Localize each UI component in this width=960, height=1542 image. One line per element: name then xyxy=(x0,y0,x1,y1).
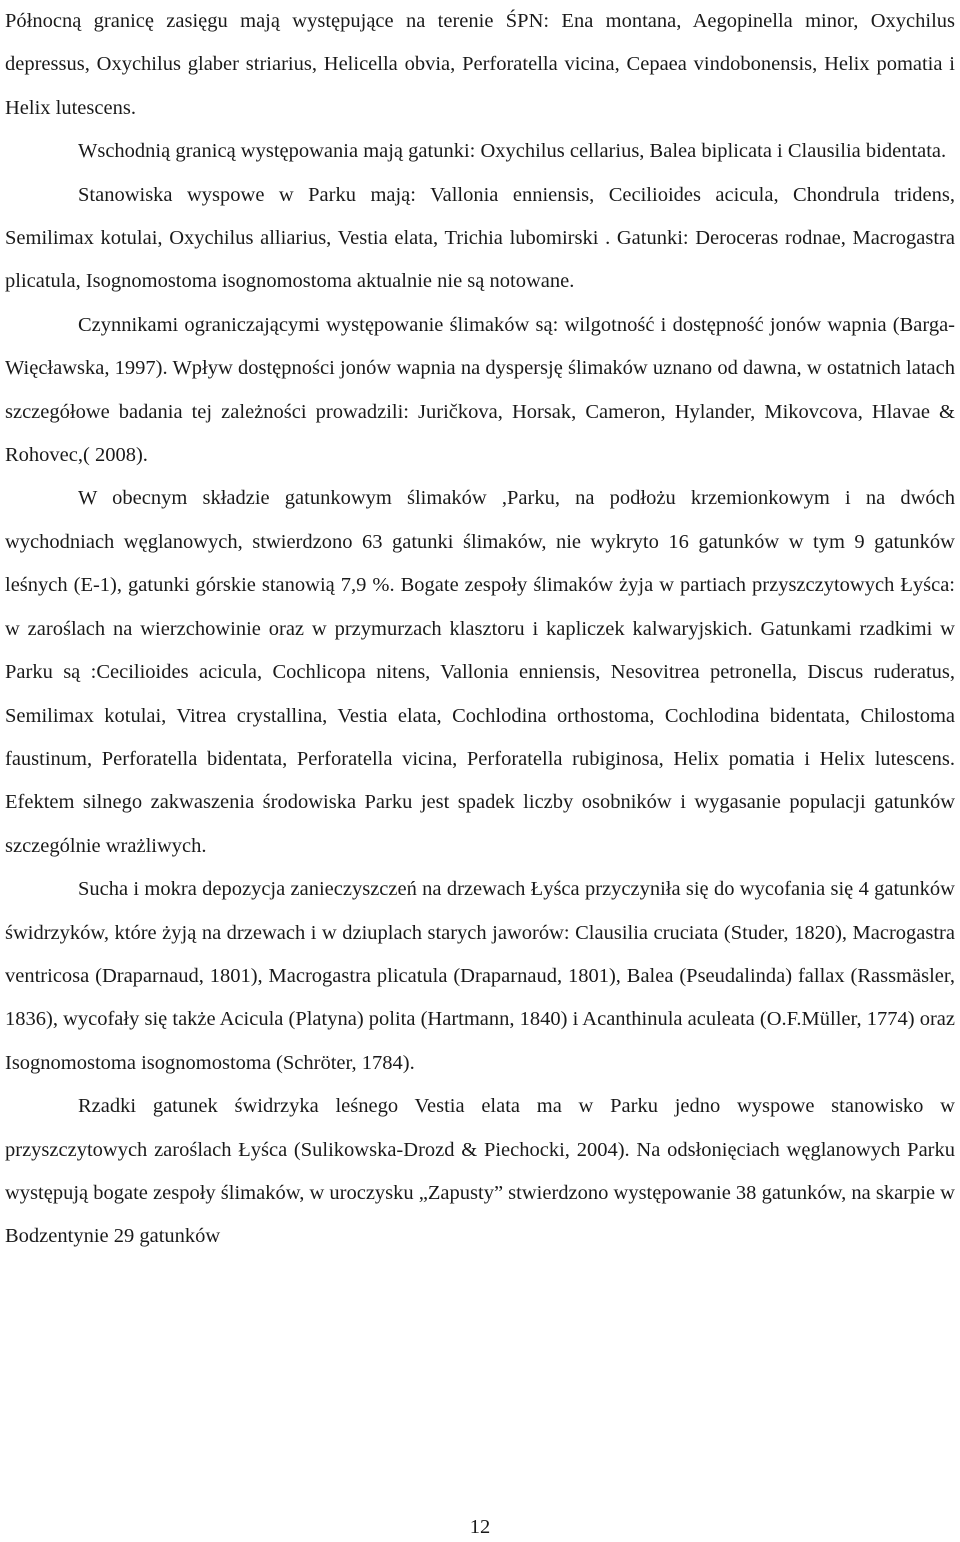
paragraph-vestia-elata: Rzadki gatunek świdrzyka leśnego Vestia elata ma w Parku jedno wyspowe stanowisko w przyszczytowych zaroślach Łyśca (Sulikowska-Drozd & Piechocki, 2004). Na odsłonięciach węglanowych Parku występują bogate zespoły ślimaków, w uroczysku „Zapusty” stwierdzono występowanie 38 gatunków, na skarpie w Bodzentynie 29 gatunków xyxy=(5,1095,955,1248)
paragraph-northern-range: Północną granicę zasięgu mają występujące na terenie ŚPN: Ena montana, Aegopinella minor, Oxychilus depressus, Oxychilus glaber striarius, Helicella obvia, Perforatella vicina, Cepaea vindobonensis, Helix pomatia i Helix lutescens. xyxy=(5,10,955,119)
paragraph-species-composition: W obecnym składzie gatunkowym ślimaków ,Parku, na podłożu krzemionkowym i na dwóch wychodniach węglanowych, stwierdzono 63 gatunki ślimaków, nie wykryto 16 gatunków w tym 9 gatunków leśnych (E-1), gatunki górskie stanowią 7,9 %. Bogate zespoły ślimaków żyja w partiach przyszczytowych Łyśca: w zaroślach na wierzchowinie oraz w przymurzach klasztoru i kapliczek kalwaryjskich. Gatunkami rzadkimi w Parku są :Cecilioides acicula, Cochlicopa nitens, Vallonia enniensis, Nesovitrea petronella, Discus ruderatus, Semilimax kotulai, Vitrea crystallina, Vestia elata, Cochlodina orthostoma, Cochlodina bidentata, Chilostoma faustinum, Perforatella bidentata, Perforatella vicina, Perforatella rubiginosa, Helix pomatia i Helix lutescens. Efektem silnego zakwaszenia środowiska Parku jest spadek liczby osobników i wygasanie populacji gatunków szczególnie wrażliwych. xyxy=(5,487,955,857)
document-page xyxy=(5,0,955,1259)
document-body xyxy=(5,0,955,1259)
paragraph-island-sites: Stanowiska wyspowe w Parku mają: Vallonia enniensis, Cecilioides acicula, Chondrula tridens, Semilimax kotulai, Oxychilus alliarius, Vestia elata, Trichia lubomirski . Gatunki: Deroceras rodnae, Macrogastra plicatula, Isognomostoma isognomostoma aktualnie nie są notowane. xyxy=(5,183,955,293)
paragraph-limiting-factors: Czynnikami ograniczającymi występowanie ślimaków są: wilgotność i dostępność jonów wapnia (Barga-Więcławska, 1997). Wpływ dostępności jonów wapnia na dyspersję ślimaków uznano od dawna, w ostatnich latach szczegółowe badania tej zależności prowadzili: Juričkova, Horsak, Cameron, Hylander, Mikovcova, Hlavae & Rohovec,( 2008). xyxy=(5,313,955,467)
paragraph-pollution-deposition: Sucha i mokra depozycja zanieczyszczeń na drzewach Łyśca przyczyniła się do wycofania się 4 gatunków świdrzyków, które żyją na drzewach i w dziuplach starych jaworów: Clausilia cruciata (Studer, 1820), Macrogastra ventricosa (Draparnaud, 1801), Macrogastra plicatula (Draparnaud, 1801), Balea (Pseudalinda) fallax (Rassmäsler, 1836), wycofały się także Acicula (Platyna) polita (Hartmann, 1840) i Acanthinula aculeata (O.F.Müller, 1774) oraz Isognomostoma isognomostoma (Schröter, 1784). xyxy=(5,878,955,1074)
paragraph-eastern-range: Wschodnią granicą występowania mają gatunki: Oxychilus cellarius, Balea biplicata i Clausilia bidentata. xyxy=(78,140,947,163)
page-number: 12 xyxy=(469,1516,491,1538)
